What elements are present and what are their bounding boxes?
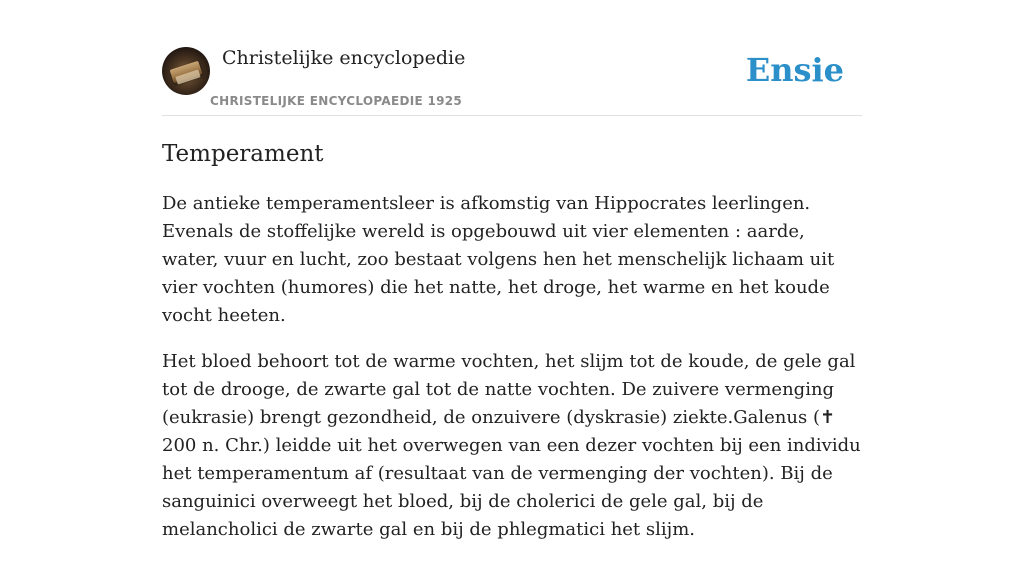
site-title[interactable]: Christelijke encyclopedie [222,47,466,69]
ensie-logo[interactable]: Ensie [745,51,844,89]
article-title: Temperament [162,141,324,167]
article-paragraph-1: De antieke temperamentsleer is afkomstig van Hippocrates leerlingen. Evenals de stoffelijke wereld is opgebouwd uit vier elementen : aarde, water, vuur en lucht, zoo bestaat volgens hen het menschelijk lichaam uit vier vochten (humores) die het natte, het droge, het warme en het koude vocht heeten. [162,193,835,326]
site-subtitle[interactable]: CHRISTELIJKE ENCYCLOPAEDIE 1925 [210,94,463,108]
encyclopedia-avatar-icon[interactable] [162,47,210,95]
site-header [162,46,862,116]
article [162,138,862,562]
article-paragraph-2: Het bloed behoort tot de warme vochten, het slijm tot de koude, de gele gal tot de drooge, de zwarte gal tot de natte vochten. De zuivere vermenging (eukrasie) brengt gezondheid, de onzuivere (dyskrasie) ziekte.Galenus (✝ 200 n. Chr.) leidde uit het overwegen van een dezer vochten bij een individu het temperamentum af (resultaat van de vermenging der vochten). Bij de sanguinici overweegt het bloed, bij de cholerici de gele gal, bij de melancholici de zwarte gal en bij de phlegmatici het slijm. [162,351,861,540]
